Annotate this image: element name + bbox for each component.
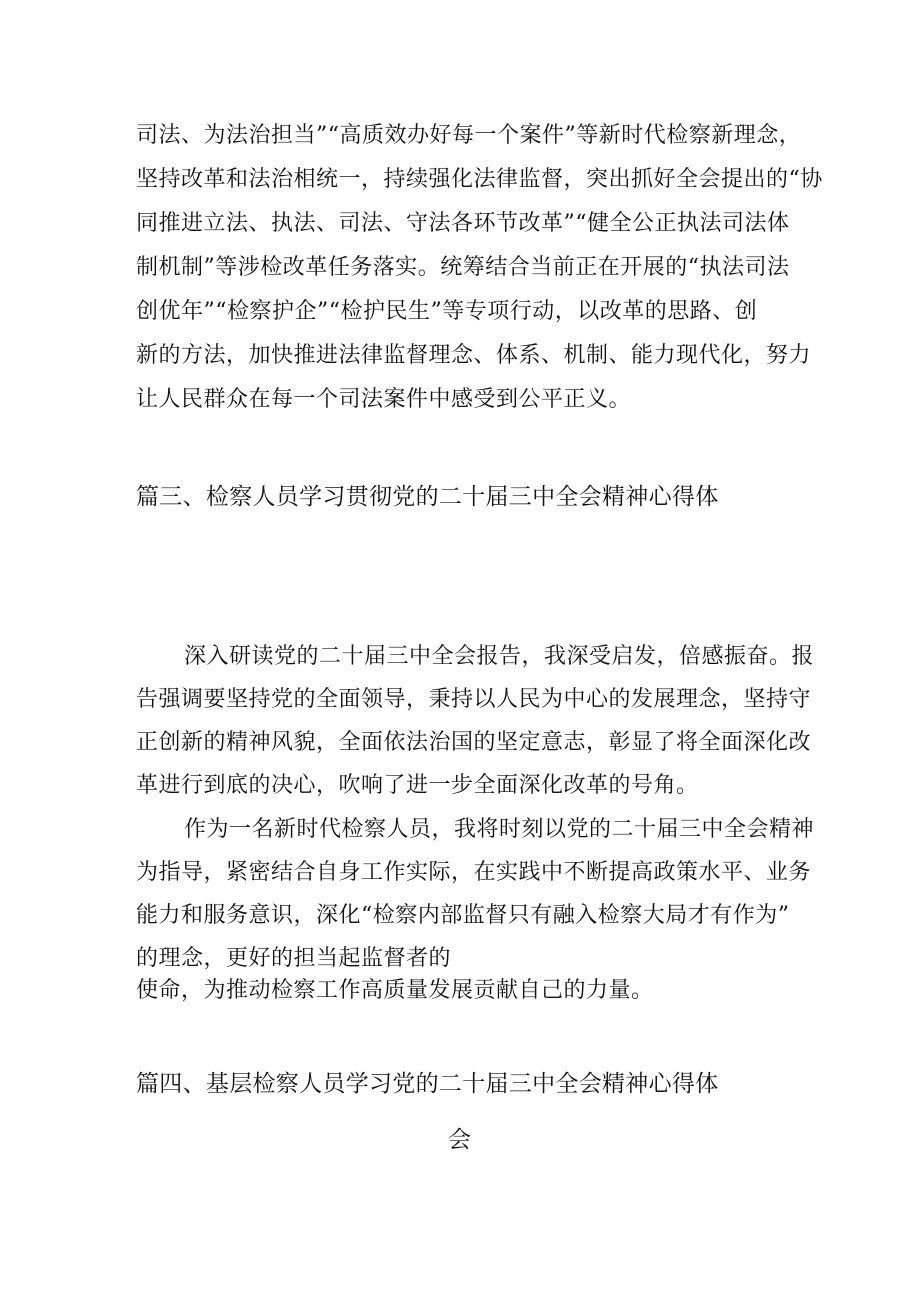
text-line: 能力和服务意识，深化“检察内部监督只有融入检察大局才有作为” (136, 903, 790, 928)
text-line: 革进行到底的决心，吹响了进一步全面深化改革的号角。 (136, 773, 699, 798)
text-line: 正创新的精神风貌，全面依法治国的坚定意志，彰显了将全面深化改 (136, 730, 812, 755)
text-line: 同推进立法、执法、司法、守法各环节改革”“健全公正执法司法体 (136, 211, 790, 236)
section-4-title-continuation: 会 (448, 1127, 471, 1153)
text-line: 为指导，紧密结合自身工作实际，在实践中不断提高政策水平、业务 (136, 860, 812, 885)
text-line: 使命，为推动检察工作高质量发展贡献自己的力量。 (136, 978, 654, 1003)
text-line: 告强调要坚持党的全面领导，秉持以人民为中心的发展理念，坚持守 (136, 687, 812, 712)
text-line: 作为一名新时代检察人员，我将时刻以党的二十届三中全会精神 (184, 817, 815, 842)
section-4-title: 篇四、基层检察人员学习党的二十届三中全会精神心得体 (136, 1071, 719, 1097)
text-line: 深入研读党的二十届三中全会报告，我深受启发，倍感振奋。报 (184, 644, 815, 669)
text-line: 的理念，更好的担当起监督者的 (136, 946, 452, 971)
text-line: 司法、为法治担当”“高质效办好每一个案件”等新时代检察新理念， (136, 123, 802, 148)
section-3-title: 篇三、检察人员学习贯彻党的二十届三中全会精神心得体 (136, 484, 719, 510)
text-line: 制机制”等涉检改革任务落实。统筹结合当前正在开展的“执法司法 (136, 255, 790, 280)
text-line: 新的方法，加快推进法律监督理念、体系、机制、能力现代化，努力 (136, 343, 812, 368)
text-line: 让人民群众在每一个司法案件中感受到公平正义。 (136, 387, 632, 412)
text-line: 坚持改革和法治相统一，持续强化法律监督，突出抓好全会提出的“协 (136, 167, 823, 192)
text-line: 创优年”“检察护企”“检护民生”等专项行动，以改革的思路、创 (136, 299, 758, 324)
